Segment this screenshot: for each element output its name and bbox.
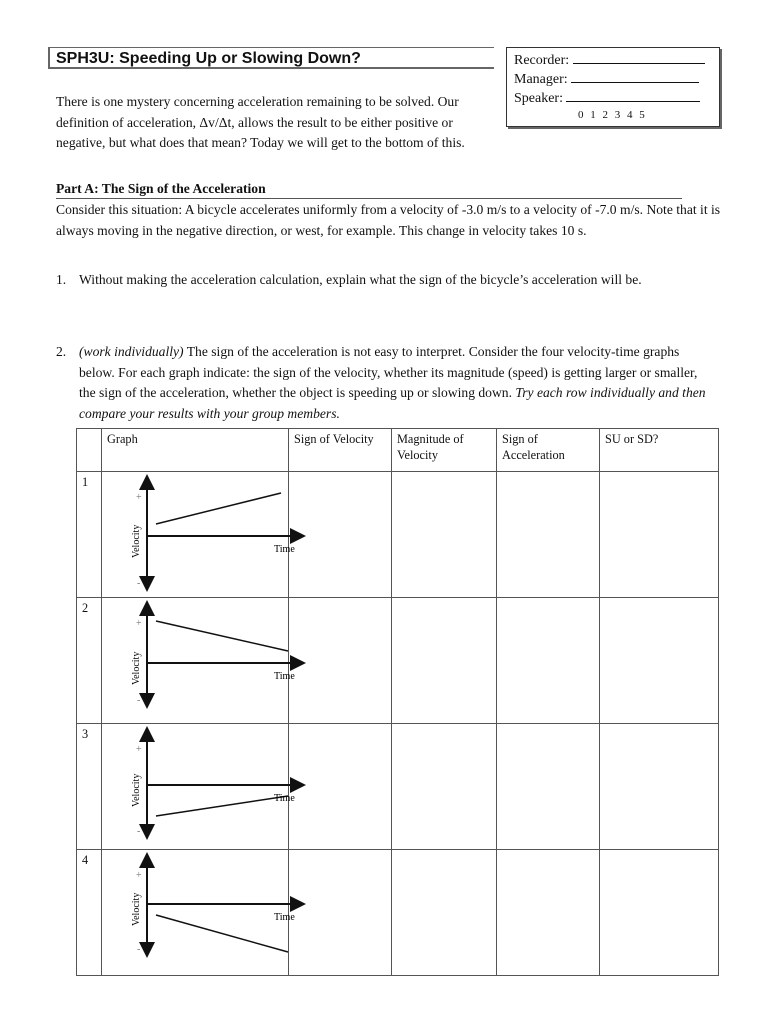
data-line xyxy=(156,493,281,524)
plus-sign: + xyxy=(136,492,142,503)
answer-cell[interactable] xyxy=(497,850,600,976)
row-number: 3 xyxy=(77,724,102,850)
answer-cell[interactable] xyxy=(289,472,392,598)
time-label: Time xyxy=(274,793,295,804)
header-cell: Sign of Velocity xyxy=(289,429,392,472)
answer-cell[interactable] xyxy=(497,724,600,850)
group-roles-box xyxy=(506,47,720,127)
table-row xyxy=(77,850,719,976)
time-label: Time xyxy=(274,912,295,923)
velocity-time-graph xyxy=(102,850,295,962)
question-1: 1. Without making the acceleration calculation, explain what the sign of the bicycle’s acceleration will be. xyxy=(56,272,642,287)
answer-cell[interactable] xyxy=(600,472,719,598)
plus-sign: + xyxy=(136,744,142,755)
answer-cell[interactable] xyxy=(392,724,497,850)
answer-cell[interactable] xyxy=(289,850,392,976)
velocity-label: Velocity xyxy=(131,524,142,558)
speaker-field[interactable]: Speaker: xyxy=(514,89,712,108)
velocity-time-graph xyxy=(102,598,295,713)
time-label: Time xyxy=(274,544,295,555)
part-a-heading: Part A: The Sign of the Acceleration xyxy=(56,180,682,199)
header-cell: Graph xyxy=(102,429,289,472)
graph-cell xyxy=(102,850,295,976)
answer-cell[interactable] xyxy=(392,472,497,598)
graph-cell xyxy=(102,472,295,598)
header-cell: Sign of Acceleration xyxy=(497,429,600,472)
row-number: 2 xyxy=(77,598,102,724)
table-row xyxy=(77,472,719,598)
time-label: Time xyxy=(274,671,295,682)
answer-cell[interactable] xyxy=(392,598,497,724)
answer-cell[interactable] xyxy=(600,598,719,724)
velocity-label: Velocity xyxy=(131,651,142,685)
answer-cell[interactable] xyxy=(600,724,719,850)
rating-scale: 0 1 2 3 4 5 xyxy=(578,109,647,121)
data-line xyxy=(156,796,288,816)
graph-cell xyxy=(102,598,295,724)
velocity-label: Velocity xyxy=(131,773,142,807)
answer-cell[interactable] xyxy=(392,850,497,976)
graph-table xyxy=(76,428,719,976)
answer-cell[interactable] xyxy=(600,850,719,976)
velocity-time-graph xyxy=(102,724,295,844)
graph-cell xyxy=(102,724,295,850)
minus-sign: - xyxy=(137,944,141,955)
plus-sign: + xyxy=(136,618,142,629)
velocity-time-graph xyxy=(102,472,295,596)
minus-sign: - xyxy=(137,578,141,589)
velocity-label: Velocity xyxy=(131,892,142,926)
answer-cell[interactable] xyxy=(497,598,600,724)
answer-cell[interactable] xyxy=(289,598,392,724)
page-title: SPH3U: Speeding Up or Slowing Down? xyxy=(48,47,494,69)
minus-sign: - xyxy=(137,695,141,706)
answer-cell[interactable] xyxy=(497,472,600,598)
row-number: 4 xyxy=(77,850,102,976)
recorder-field[interactable]: Recorder: xyxy=(514,51,712,70)
header-cell: SU or SD? xyxy=(600,429,719,472)
situation-paragraph: Consider this situation: A bicycle accelerates uniformly from a velocity of -3.0 m/s to a velocity of -7.0 m/s. Note that it is always moving in the negative direction, or west, for example. This change in velocity takes 10 s. xyxy=(56,202,721,238)
table-header-row xyxy=(77,429,719,472)
data-line xyxy=(156,915,288,952)
header-cell: Magnitude of Velocity xyxy=(392,429,497,472)
row-number: 1 xyxy=(77,472,102,598)
answer-cell[interactable] xyxy=(289,724,392,850)
table-row xyxy=(77,598,719,724)
header-cell xyxy=(77,429,102,472)
manager-field[interactable]: Manager: xyxy=(514,70,712,89)
minus-sign: - xyxy=(137,826,141,837)
question-2: 2. (work individually) The sign of the acceleration is not easy to interpret. Consider the four velocity-time graphs below. For each graph indicate: the sign of the velocity, whether its magnitude (speed) is getting larger or smaller, the sign of the acceleration, whether the object is speeding up or slowing down. Try each row individually and then compare your results with your group members. xyxy=(56,344,706,421)
table-row xyxy=(77,724,719,850)
intro-paragraph: There is one mystery concerning acceleration remaining to be solved. Our definition of acceleration, Δv/Δt, allows the result to be either positive or negative, but what does that mean? Today we will get to the bottom of this. xyxy=(56,94,465,150)
plus-sign: + xyxy=(136,870,142,881)
data-line xyxy=(156,621,288,651)
